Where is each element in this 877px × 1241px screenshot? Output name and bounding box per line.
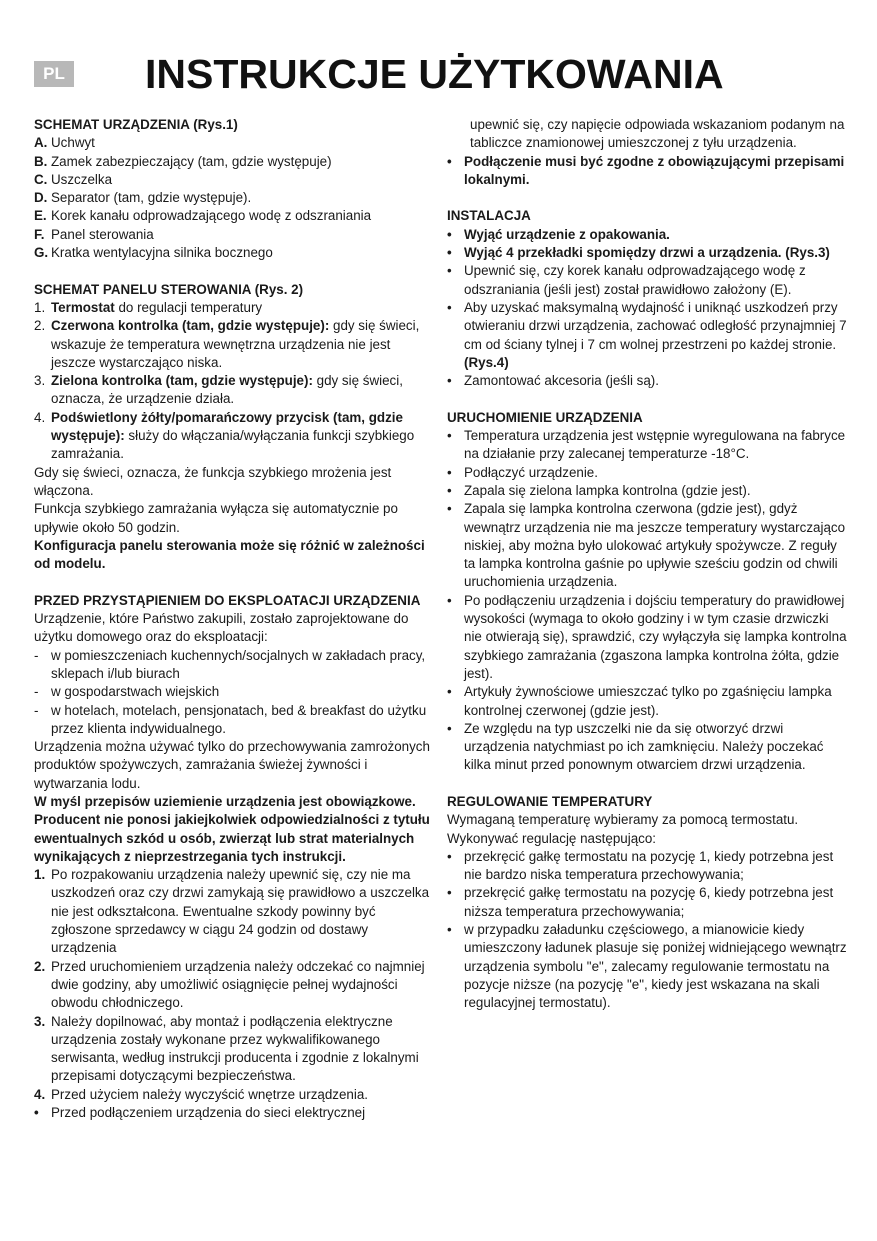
list-item [447,720,847,775]
list-item [34,702,434,739]
item-text: Po podłączeniu urządzenia i dojściu temperatury do prawidłowej wysokości (wymaga to około godziny i w tym czasie drzwiczki nie otwierają się), sprawdzić, czy wyłączyła się lampka kontrolna szybkiego zamrażania (zgaszona lampka kontrolna żółta, gdzie jest). [464,592,847,681]
section-heading: SCHEMAT PANELU STEROWANIA (Rys. 2) [34,281,304,297]
dash-marker: - [34,702,39,718]
item-text: Po rozpakowaniu urządzenia należy upewnić się, czy nie ma uszkodzeń oraz czy drzwi zamykają się prawidłowo a uszczelka nie jest odkształcona. Ewentualne szkody powinny być zgłoszone sprzedawcy w ciągu 24 godzin od dostawy urządzenia [51,867,430,956]
list-item [447,153,847,190]
warning-paragraph: W myśl przepisów uziemienie urządzenia jest obowiązkowe. Producent nie ponosi jakiejkolwiek odpowiedzialności z tytułu ewentualnych szkód u osób, zwierząt lub strat materialnych wynikających z nieprzestrzegania tych instrukcji. [34,793,430,864]
right-column [447,116,847,1031]
list-item [34,372,434,409]
item-text: Przed podłączeniem urządzenia do sieci elektrycznej [51,1105,366,1121]
bullet-marker: • [447,373,452,389]
section-control-panel [34,281,434,574]
item-marker: E. [34,208,47,224]
item-marker: 1. [34,867,46,883]
bullet-marker: • [447,885,452,901]
paragraph: Urządzenia można używać tylko do przechowywania zamrożonych produktów spożywczych, zamrażania świeżej żywności i wytwarzania lodu. [34,739,430,791]
section-heading: PRZED PRZYSTĄPIENIEM DO EKSPLOATACJI URZĄDZENIA [34,592,421,608]
item-text: Uchwyt [51,135,95,151]
item-text: Przed użyciem należy wyczyścić wnętrze urządzenia. [51,1086,369,1102]
section-installation [447,207,847,390]
left-column [34,116,434,1141]
list-item [447,299,847,372]
list-item [34,647,434,684]
bullet-marker: • [447,153,452,169]
list-item [34,1086,434,1104]
item-text: w gospodarstwach wiejskich [51,684,220,700]
list-item [447,372,847,390]
item-marker: G. [34,245,49,261]
section-temperature [447,793,847,1013]
list-item [34,683,434,701]
list-item [447,848,847,885]
paragraph: upewnić się, czy napięcie odpowiada wskazaniom podanym na tabliczce znamionowej umieszczonej z tyłu urządzenia. [470,117,845,151]
list-item [447,592,847,683]
item-marker: B. [34,153,48,169]
item-text: Zapala się lampka kontrolna czerwona (gdzie jest), gdyż wewnątrz urządzenia nie ma jeszcze temperatury wystarczająco niskiej, aby można było ulokować artykuły spożywcze. Z reguły ta lampka kontrolna gaśnie po upływie sześciu godzin od chwili uruchomienia urządzenia. [464,501,846,590]
bullet-marker: • [447,482,452,498]
item-text: Zielona kontrolka (tam, gdzie występuje): gdy się świeci, oznacza, że urządzenie działa. [51,373,403,407]
list-item [34,207,434,225]
dash-marker: - [34,684,39,700]
item-marker: 2. [34,318,46,334]
item-text: Ze względu na typ uszczelki nie da się otworzyć drzwi urządzenia natychmiast po ich zamknięciu. Należy poczekać kilka minut przed ponownym otwarciem drzwi urządzenia. [464,720,824,773]
section-device-diagram [34,116,434,262]
list-item [447,500,847,591]
list-item [447,464,847,482]
bullet-marker: • [447,684,452,700]
list-item [34,171,434,189]
item-text: w przypadku załadunku częściowego, a mianowicie kiedy umieszczony ładunek plasuje się poniżej widniejącego wewnątrz urządzenia symbolu "e", zalecamy regulowanie termostatu na pozycje niższe (na pozycję "e", kiedy jest wskazana na skali regulacyjnej termostatu). [464,922,847,1011]
item-text: Czerwona kontrolka (tam, gdzie występuje): gdy się świeci, wskazuje że temperatura wewnętrzna urządzenia nie jest jeszcze wystarczająco niska. [51,318,420,370]
list-item [447,683,847,720]
paragraph: Gdy się świeci, oznacza, że funkcja szybkiego mrożenia jest włączona. [34,464,392,498]
paragraph: Funkcja szybkiego zamrażania wyłącza się automatycznie po upływie około 50 godzin. [34,501,398,535]
item-text: Wyjąć urządzenie z opakowania. [464,226,670,242]
item-text: Podłączenie musi być zgodne z obowiązującymi przepisami lokalnymi. [464,153,845,187]
bullet-marker: • [34,1105,39,1121]
section-continuation [447,116,847,189]
item-marker: C. [34,171,48,187]
list-item [447,482,847,500]
item-text: Podłączyć urządzenie. [464,464,598,480]
list-item [34,317,434,372]
item-text: Zamek zabezpieczający (tam, gdzie występuje) [51,153,332,169]
item-text: przekręcić gałkę termostatu na pozycję 1, kiedy potrzebna jest nie bardzo niska temperatura przechowywania; [464,848,834,883]
dash-marker: - [34,647,39,663]
bullet-marker: • [447,299,452,315]
list-item [447,427,847,464]
list-item [34,134,434,152]
list-item [34,1104,434,1122]
item-marker: D. [34,190,48,206]
bullet-marker: • [447,428,452,444]
item-text: Korek kanału odprowadzającego wodę z odszraniania [51,208,372,224]
item-text: Panel sterowania [51,226,154,242]
list-item [447,226,847,244]
list-item [34,226,434,244]
item-marker: F. [34,226,45,242]
item-text: Zapala się zielona lampka kontrolna (gdzie jest). [464,482,751,498]
item-marker: 1. [34,299,46,315]
item-text: Temperatura urządzenia jest wstępnie wyregulowana na fabryce na działanie przy zalecanej temperaturze -18°C. [464,428,846,462]
bullet-marker: • [447,922,452,938]
language-badge: PL [34,61,74,87]
list-item [34,189,434,207]
paragraph: Wymaganą temperaturę wybieramy za pomocą termostatu. Wykonywać regulację następująco: [447,812,799,846]
item-text: Upewnić się, czy korek kanału odprowadzającego wodę z odszraniania (jeśli jest) został prawidłowo założony (E). [464,263,806,297]
list-item [34,409,434,464]
item-text: Przed uruchomieniem urządzenia należy odczekać co najmniej dwie godziny, aby umożliwić osiągnięcie pełnej wydajności obwodu chłodniczego. [51,958,425,1011]
list-item [34,244,434,262]
item-text: Kratka wentylacyjna silnika bocznego [51,245,273,261]
item-marker: 3. [34,1013,46,1029]
list-item [447,921,847,1012]
bullet-marker: • [447,501,452,517]
item-text: Separator (tam, gdzie występuje). [51,190,252,206]
item-text: w pomieszczeniach kuchennych/socjalnych w zakładach pracy, sklepach i/lub biurach [51,647,426,681]
item-text: Zamontować akcesoria (jeśli są). [464,373,659,389]
item-text: Termostat do regulacji temperatury [51,299,263,315]
bullet-marker: • [447,226,452,242]
page-title: INSTRUKCJE UŻYTKOWANIA [145,51,724,97]
item-text: przekręcić gałkę termostatu na pozycję 6, kiedy potrzebna jest niższa temperatura przechowywania; [464,885,834,919]
section-heading: INSTALACJA [447,208,531,224]
list-item [34,958,434,1013]
item-marker: 4. [34,1086,46,1102]
bullet-marker: • [447,592,452,608]
list-item [447,884,847,921]
section-startup [447,409,847,775]
section-before-use [34,592,434,1123]
item-marker: 2. [34,958,46,974]
item-marker: 4. [34,409,46,425]
bullet-marker: • [447,263,452,279]
list-item [447,262,847,299]
section-heading: SCHEMAT URZĄDZENIA (Rys.1) [34,117,238,132]
item-text: w hotelach, motelach, pensjonatach, bed & breakfast do użytku przez klienta indywidualnego. [51,702,427,736]
list-item [34,866,434,957]
paragraph-bold: Konfiguracja panelu sterowania może się różnić w zależności od modelu. [34,537,425,572]
list-item [34,1013,434,1086]
bullet-marker: • [447,245,452,261]
item-text: Podświetlony żółty/pomarańczowy przycisk (tam, gdzie występuje): służy do włączania/wyłączania funkcji szybkiego zamrażania. [51,409,415,462]
list-item [447,244,847,262]
item-text: Należy dopilnować, aby montaż i podłączenia elektryczne urządzenia zostały wykonane przez wykwalifikowanego serwisanta, według instrukcji producenta i zgodnie z lokalnymi przepisami dotyczącymi bezpieczeństwa. [51,1013,419,1084]
section-heading: REGULOWANIE TEMPERATURY [447,793,653,809]
bullet-marker: • [447,720,452,736]
item-text: Artykuły żywnościowe umieszczać tylko po zgaśnięciu lampka kontrolnej czerwonej (gdzie jest). [464,684,832,718]
list-item [34,153,434,171]
item-text: Aby uzyskać maksymalną wydajność i uniknąć uszkodzeń przy otwieraniu drzwi urządzenia, zachować odległość przynajmniej 7 cm od ściany tylnej i 7 cm wolnej przestrzeni po każdej stronie. (Rys.4) [464,299,847,370]
bullet-marker: • [447,464,452,480]
list-item [34,299,434,317]
bullet-marker: • [447,848,452,864]
paragraph: Urządzenie, które Państwo zakupili, zostało zaprojektowane do użytku domowego oraz do eksploatacji: [34,611,409,645]
section-heading: URUCHOMIENIE URZĄDZENIA [447,409,643,425]
item-text: Wyjąć 4 przekładki spomiędzy drzwi a urządzenia. (Rys.3) [464,245,830,261]
item-marker: 3. [34,373,46,389]
item-marker: A. [34,135,48,151]
item-text: Uszczelka [51,171,113,187]
